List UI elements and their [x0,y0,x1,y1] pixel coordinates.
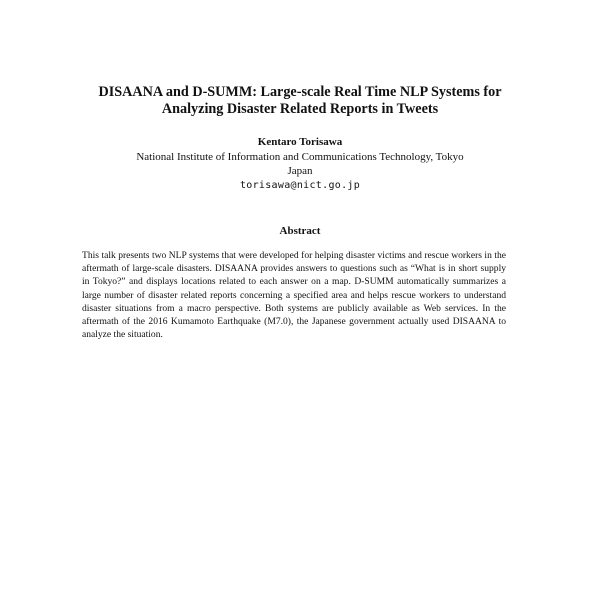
author-affiliation-line-1: National Institute of Information and Communications Technology, Tokyo [136,151,464,163]
author-name: Kentaro Torisawa [257,136,343,148]
abstract-heading: Abstract [279,225,321,237]
paper-title-line-2: Analyzing Disaster Related Reports in Tweets [161,101,439,117]
author-affiliation-line-2: Japan [287,165,313,177]
paper-title-line-1: DISAANA and D-SUMM: Large-scale Real Time NLP Systems for [98,84,502,100]
paper-title [60,84,540,118]
abstract-body: This talk presents two NLP systems that were developed for helping disaster victims and rescue workers in the aftermath of large-scale disasters. DISAANA provides answers to questions such as “What is in short supply in Tokyo?” and displays locations related to each answer on a map. D-SUMM automatically summarizes a large number of disaster related reports concerning a specified area and helps rescue workers to understand disaster situations from a macro perspective. Both systems are publicly available as Web services. In the aftermath of the 2016 Kumamoto Earthquake (M7.0), the Japanese government actually used DISAANA to analyze the situation. [82,250,506,341]
author-email: torisawa@nict.go.jp [239,180,361,191]
author-block [60,135,540,194]
